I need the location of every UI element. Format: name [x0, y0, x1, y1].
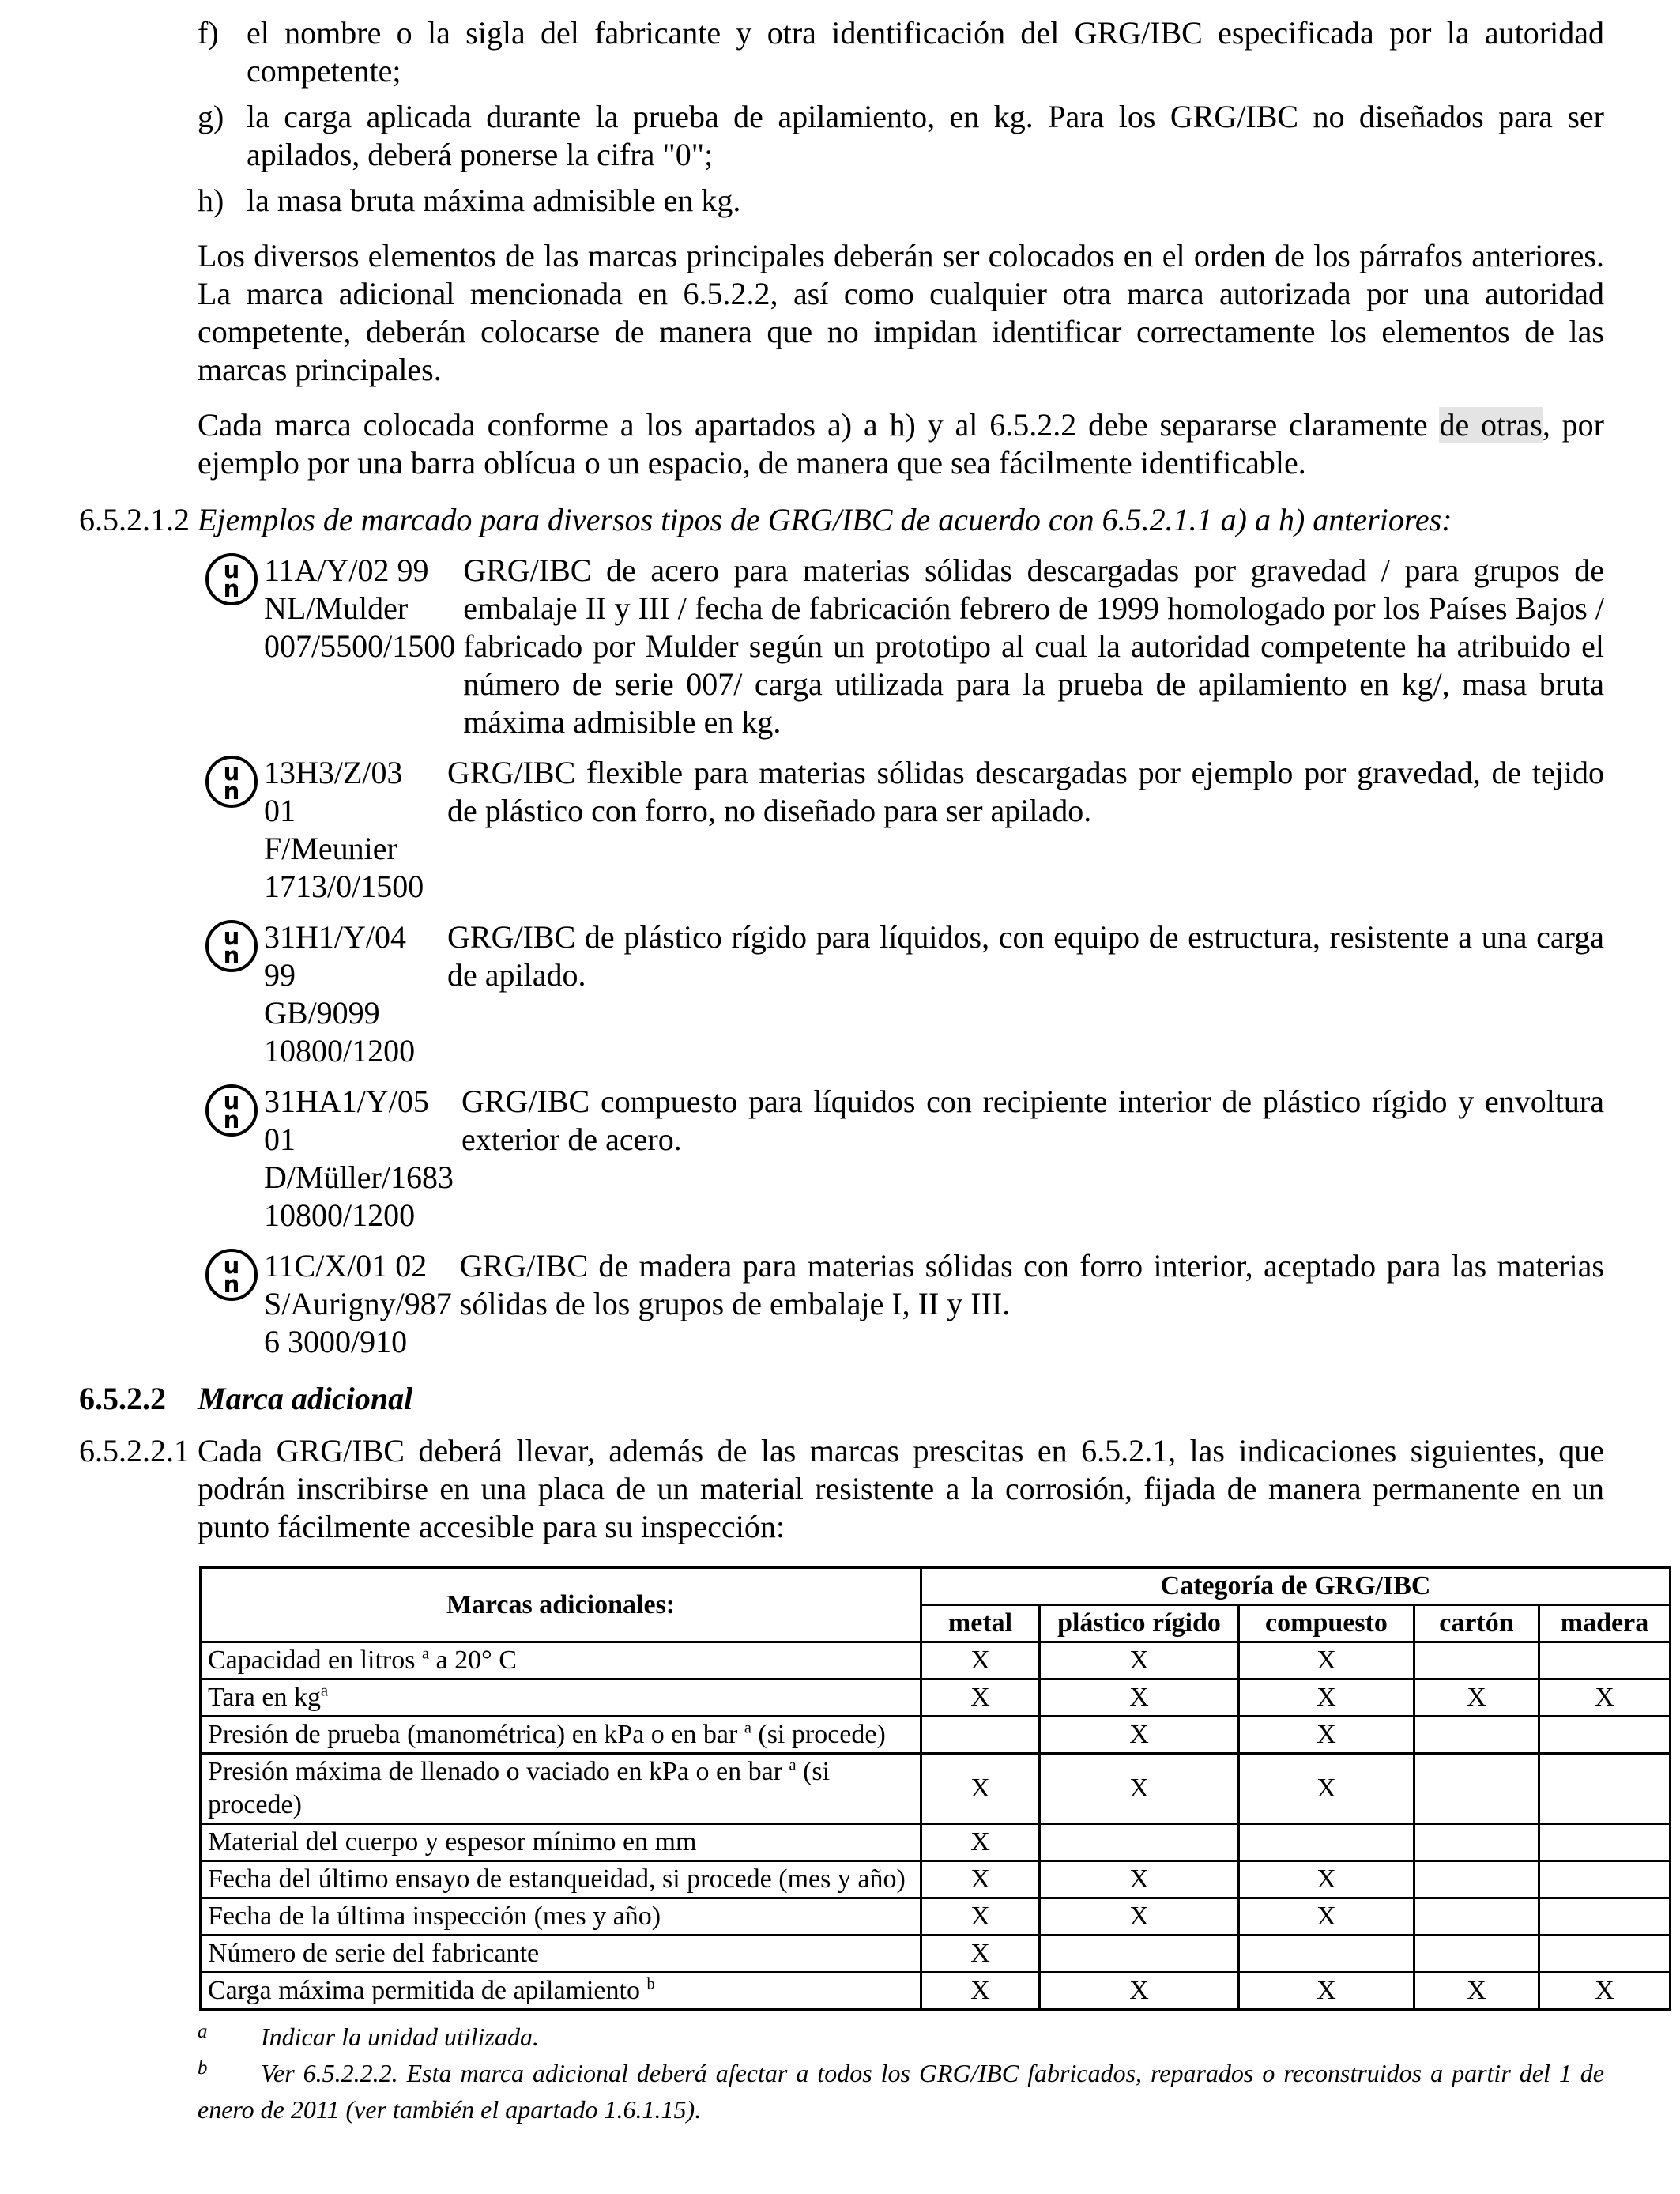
table-cell: [1239, 1824, 1414, 1861]
code-line: 11A/Y/02 99: [264, 552, 429, 588]
example-code: [264, 1083, 454, 1235]
example-code: [264, 754, 439, 906]
un-symbol-top-letter: u: [223, 759, 240, 786]
table-cell: X: [1040, 1717, 1239, 1754]
list-item-h: [198, 182, 1604, 220]
un-symbol-top-letter: u: [223, 923, 240, 950]
section-intro: Ejemplos de marcado para diversos tipos de GRG/IBC de acuerdo con 6.5.2.1.1 a) a h) anteriores:: [198, 502, 1452, 537]
table-cell: [1414, 1898, 1539, 1936]
label-text: Fecha del último ensayo de estanqueidad, si procede (mes y año): [208, 1864, 906, 1894]
table-cell: X: [1414, 1973, 1539, 2010]
example-description: GRG/IBC compuesto para líquidos con recipiente interior de plástico rígido y envoltura exterior de acero.: [461, 1084, 1604, 1157]
table-cell: [1539, 1898, 1671, 1936]
section-number: 6.5.2.1.2: [79, 502, 190, 537]
table-cell: X: [921, 1861, 1040, 1898]
un-packaging-symbol-icon: [205, 1249, 258, 1301]
table-header-category: Categoría de GRG/IBC: [921, 1568, 1671, 1605]
table-cell: [1414, 1824, 1539, 1861]
column-header-cardboard: cartón: [1414, 1605, 1539, 1642]
row-label: [201, 1898, 921, 1936]
label-text: (si procede): [751, 1720, 886, 1749]
footnote-text: Indicar la unidad utilizada.: [261, 2022, 539, 2051]
table-cell: X: [921, 1679, 1040, 1717]
example-code: [264, 1247, 452, 1361]
table-cell: [1539, 1754, 1671, 1824]
table-cell: X: [1040, 1679, 1239, 1717]
paragraph-text-pre: Cada marca colocada conforme a los apartados a) a h) y al 6.5.2.2 debe separarse claramente: [198, 407, 1440, 443]
label-text: Material del cuerpo y espesor mínimo en mm: [208, 1827, 697, 1857]
section-text: Cada GRG/IBC deberá llevar, además de las marcas prescitas en 6.5.2.1, las indicaciones siguientes, que podrán inscribirse en una placa de un material resistente a la corrosión, fijada de manera permanente en un punto fácilmente accesible para su inspección:: [198, 1433, 1604, 1544]
label-text: (si procede): [208, 1757, 831, 1819]
section-number: 6.5.2.2: [79, 1381, 166, 1416]
label-text: Número de serie del fabricante: [208, 1939, 540, 1968]
example-description: GRG/IBC de madera para materias sólidas con forro interior, aceptado para las materias sólidas de los grupos de embalaje I, II y III.: [459, 1248, 1604, 1321]
footnote-ref: a: [321, 1682, 329, 1700]
column-header-metal: metal: [921, 1605, 1040, 1642]
highlighted-text: de otras: [1439, 407, 1543, 443]
list-item-letter: h): [198, 183, 224, 218]
table-cell: [1414, 1642, 1539, 1679]
row-label: [201, 1973, 921, 2010]
label-text: Presión de prueba (manométrica) en kPa o en bar: [208, 1720, 744, 1749]
paragraph-text-post: , por ejemplo por una barra oblícua o un espacio, de manera que sea fácilmente identificable.: [198, 407, 1604, 481]
table-cell: X: [921, 1824, 1040, 1861]
footnote-ref: a: [789, 1756, 797, 1774]
table-cell: X: [921, 1754, 1040, 1824]
table-cell: X: [1040, 1754, 1239, 1824]
table-cell: [1414, 1717, 1539, 1754]
marking-example-flexible: [205, 754, 1604, 906]
table-cell: X: [1239, 1679, 1414, 1717]
table-row: [201, 1861, 1671, 1898]
row-label: [201, 1717, 921, 1754]
table-row: [201, 1824, 1671, 1861]
footnote-marker: b: [198, 2057, 208, 2079]
un-packaging-symbol-icon: [205, 553, 258, 605]
footnotes: [198, 2020, 1604, 2126]
example-code: [264, 918, 439, 1070]
label-text: Presión máxima de llenado o vaciado en kPa o en bar: [208, 1757, 789, 1786]
table-cell: X: [1539, 1679, 1671, 1717]
un-packaging-symbol-icon: [205, 1084, 258, 1137]
un-symbol-bottom-letter: n: [223, 1271, 240, 1298]
code-line: 6 3000/910: [264, 1324, 408, 1359]
table-cell: X: [1239, 1754, 1414, 1824]
un-symbol-bottom-letter: n: [223, 1106, 240, 1133]
code-line: 11C/X/01 02: [264, 1248, 428, 1284]
un-symbol-top-letter: u: [223, 556, 240, 583]
un-packaging-symbol-icon: [205, 920, 258, 972]
table-cell: X: [1239, 1642, 1414, 1679]
code-line: 31HA1/Y/05 01: [264, 1084, 429, 1157]
paragraph-marking-order: Los diversos elementos de las marcas principales deberán ser colocados en el orden de los párrafos anteriores. La marca adicional mencionada en 6.5.2.2, así como cualquier otra marca autorizada por una autoridad competente, deberán colocarse de manera que no impidan identificar correctamente los elementos de las marcas principales.: [198, 238, 1604, 387]
table-cell: X: [921, 1642, 1040, 1679]
table-cell: [1539, 1717, 1671, 1754]
table-cell: X: [1040, 1861, 1239, 1898]
marking-example-steel: [205, 552, 1604, 741]
row-label: [201, 1679, 921, 1717]
table-cell: [921, 1717, 1040, 1754]
example-code: [264, 552, 455, 741]
label-text: Carga máxima permitida de apilamiento: [208, 1976, 647, 2005]
un-symbol-top-letter: u: [223, 1252, 240, 1279]
list-item-f: [198, 14, 1604, 90]
table-cell: X: [921, 1898, 1040, 1936]
example-description: GRG/IBC de plástico rígido para líquidos, con equipo de estructura, resistente a una carga de apilado.: [447, 919, 1604, 993]
section-title: Marca adicional: [198, 1381, 413, 1416]
footnote-ref: a: [421, 1645, 430, 1663]
table-cell: X: [1040, 1642, 1239, 1679]
table-row: [201, 1679, 1671, 1717]
label-text: Fecha de la última inspección (mes y año): [208, 1902, 661, 1931]
code-line: GB/9099: [264, 995, 380, 1031]
section-6-5-2-2: [79, 1380, 1604, 1418]
table-cell: X: [1239, 1898, 1414, 1936]
code-line: 1713/0/1500: [264, 869, 424, 904]
code-line: F/Meunier: [264, 831, 397, 866]
marking-example-wood: [205, 1247, 1604, 1361]
table-row: [201, 1754, 1671, 1824]
table-cell: X: [1040, 1898, 1239, 1936]
marking-example-rigid-plastic: [205, 918, 1604, 1070]
row-label: [201, 1642, 921, 1679]
example-description: GRG/IBC de acero para materias sólidas descargadas por gravedad / para grupos de embalaje II y III / fecha de fabricación febrero de 1999 homologado por los Países Bajos / fabricado por Mulder según un prototipo al cual la autoridad competente ha atribuido el número de serie 007/ carga utilizada para la prueba de apilamiento en kg/, masa bruta máxima admisible en kg.: [463, 552, 1604, 740]
table-row: [201, 1717, 1671, 1754]
label-text: Tara en kg: [208, 1683, 321, 1712]
table-cell: [1040, 1936, 1239, 1973]
code-line: 10800/1200: [264, 1197, 416, 1233]
section-6-5-2-2-1: [79, 1432, 1604, 1546]
column-header-composite: compuesto: [1239, 1605, 1414, 1642]
table-header-row: [201, 1568, 1671, 1605]
list-item-text: la carga aplicada durante la prueba de apilamiento, en kg. Para los GRG/IBC no diseñados para ser apilados, deberá ponerse la cifra "0";: [247, 99, 1604, 172]
section-number: 6.5.2.2.1: [79, 1433, 190, 1468]
un-packaging-symbol-icon: [205, 756, 258, 808]
marking-example-composite: [205, 1083, 1604, 1235]
code-line: 10800/1200: [264, 1033, 416, 1069]
table-cell: [1414, 1861, 1539, 1898]
row-label: [201, 1754, 921, 1824]
table-row: [201, 1642, 1671, 1679]
table-header-marks: Marcas adicionales:: [201, 1568, 921, 1642]
code-line: NL/Mulder: [264, 590, 409, 626]
un-symbol-top-letter: u: [223, 1088, 240, 1114]
example-description: GRG/IBC flexible para materias sólidas descargadas por ejemplo por gravedad, de tejido de plástico con forro, no diseñado para ser apilado.: [447, 755, 1604, 828]
table-cell: [1539, 1824, 1671, 1861]
code-line: D/Müller/1683: [264, 1159, 454, 1195]
table-cell: X: [921, 1973, 1040, 2010]
label-text: a 20° C: [429, 1646, 517, 1675]
un-symbol-bottom-letter: n: [223, 778, 240, 805]
row-label: [201, 1936, 921, 1973]
table-cell: X: [921, 1936, 1040, 1973]
footnote-a: [198, 2020, 1604, 2056]
label-text: Capacidad en litros: [208, 1646, 422, 1675]
table-cell: [1040, 1824, 1239, 1861]
list-item-g: [198, 98, 1604, 174]
footnote-ref: a: [744, 1719, 751, 1737]
row-label: [201, 1861, 921, 1898]
table-row: [201, 1898, 1671, 1936]
code-line: 13H3/Z/03 01: [264, 755, 403, 828]
footnote-b: [198, 2056, 1604, 2126]
table-cell: X: [1239, 1973, 1414, 2010]
table-row: [201, 1936, 1671, 1973]
footnote-ref: b: [646, 1975, 655, 1993]
list-item-text: la masa bruta máxima admisible en kg.: [247, 183, 741, 218]
column-header-wood: madera: [1539, 1605, 1671, 1642]
table-cell: [1414, 1936, 1539, 1973]
table-cell: X: [1239, 1861, 1414, 1898]
table-row: [201, 1973, 1671, 2010]
list-item-letter: g): [198, 99, 224, 134]
paragraph-marking-separation: [198, 406, 1604, 482]
un-symbol-bottom-letter: n: [223, 575, 240, 602]
footnote-marker: a: [198, 2021, 208, 2042]
table-cell: X: [1239, 1717, 1414, 1754]
un-symbol-bottom-letter: n: [223, 942, 240, 969]
table-cell: [1414, 1754, 1539, 1824]
table-cell: [1539, 1861, 1671, 1898]
code-line: 31H1/Y/04 99: [264, 919, 406, 993]
additional-marks-table: [199, 1566, 1671, 2011]
section-6-5-2-1-2: [79, 501, 1604, 539]
table-cell: X: [1414, 1679, 1539, 1717]
column-header-rigid-plastic: plástico rígido: [1040, 1605, 1239, 1642]
table-cell: X: [1040, 1973, 1239, 2010]
code-line: S/Aurigny/987: [264, 1286, 452, 1321]
footnote-text: Ver 6.5.2.2.2. Esta marca adicional deberá afectar a todos los GRG/IBC fabricados, reparados o reconstruidos a partir del 1 de enero de 2011 (ver también el apartado 1.6.1.15).: [198, 2059, 1604, 2124]
table-cell: X: [1539, 1973, 1671, 2010]
list-item-letter: f): [198, 15, 219, 51]
table-cell: [1539, 1936, 1671, 1973]
table-cell: [1539, 1642, 1671, 1679]
row-label: [201, 1824, 921, 1861]
table-cell: [1239, 1936, 1414, 1973]
code-line: 007/5500/1500: [264, 628, 456, 664]
list-item-text: el nombre o la sigla del fabricante y otra identificación del GRG/IBC especificada por la autoridad competente;: [247, 15, 1604, 89]
